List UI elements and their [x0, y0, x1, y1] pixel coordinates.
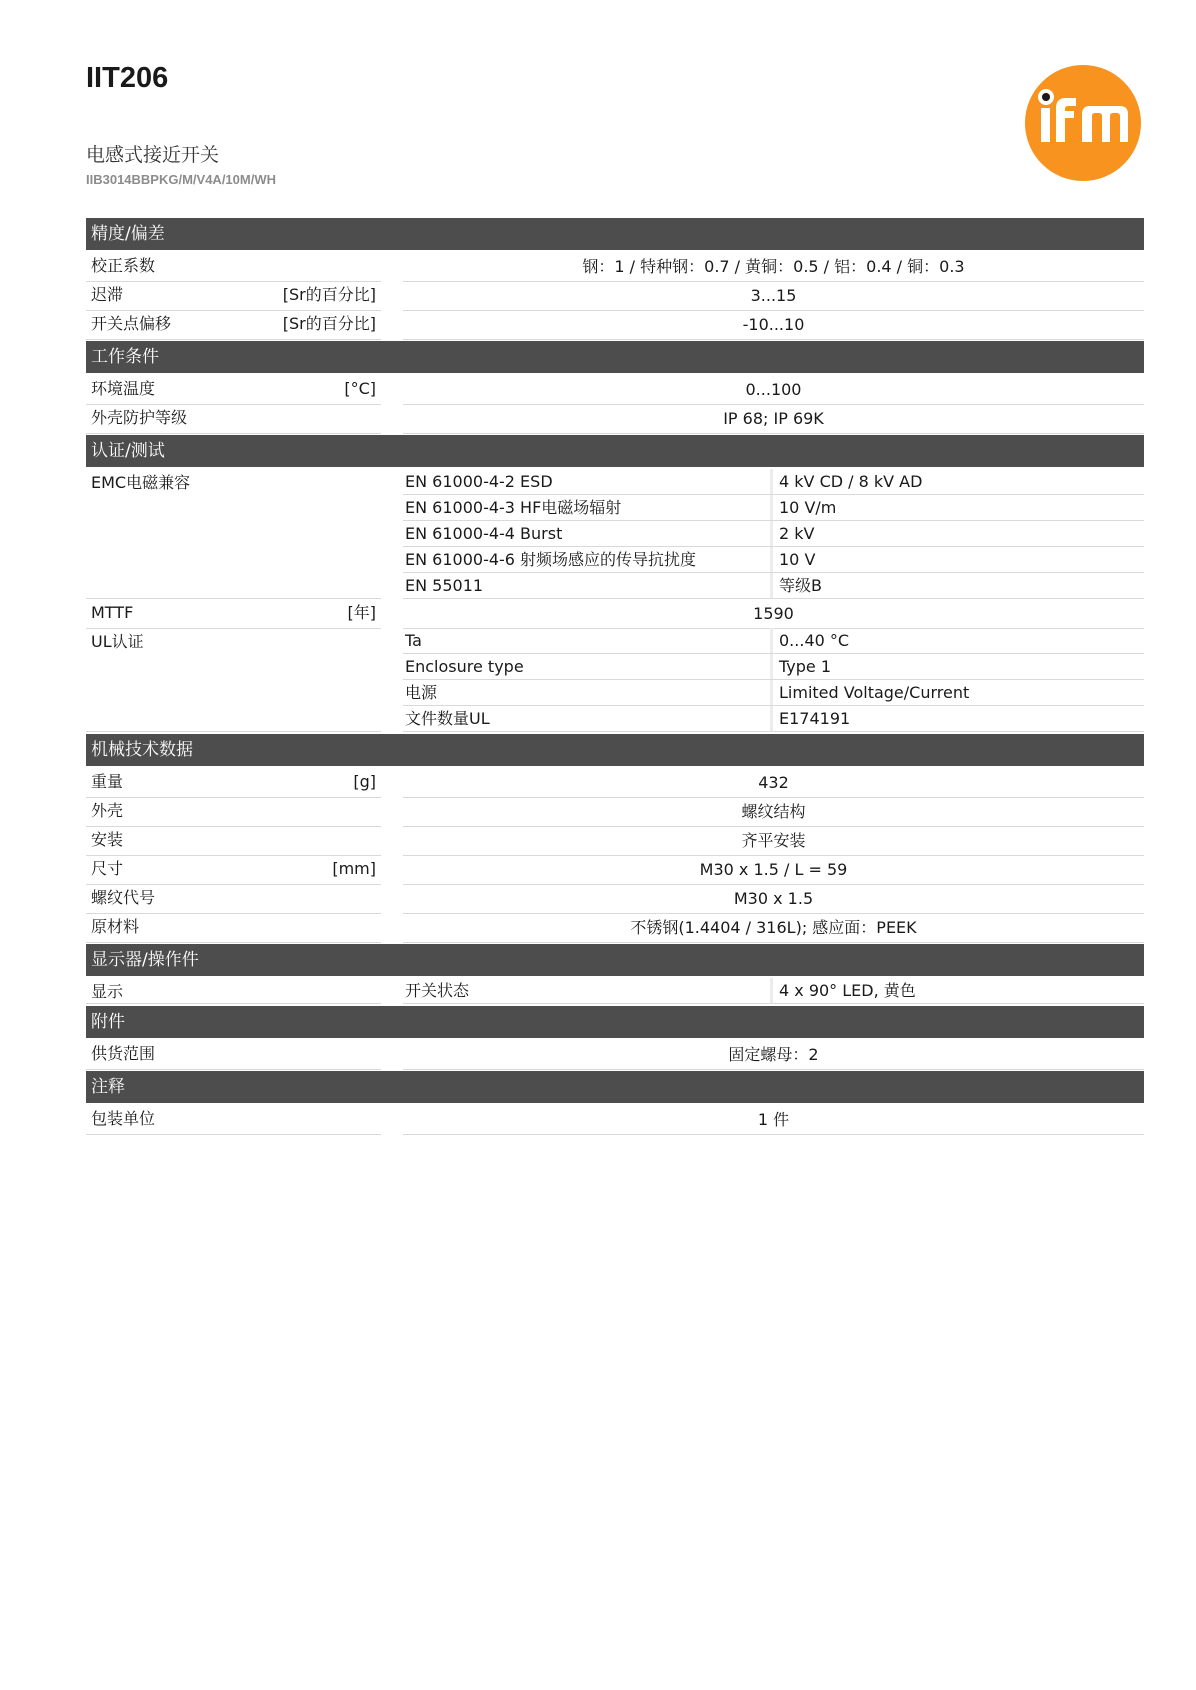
- spec-value-cell: [403, 913, 1144, 943]
- spec-unit: [Sr的百分比]: [282, 285, 376, 304]
- spec-label: 外壳防护等级: [91, 408, 188, 427]
- spec-value-cell: [403, 768, 1144, 798]
- spec-subrow: [403, 654, 1144, 680]
- spec-value: M30 x 1.5: [403, 884, 1144, 914]
- spec-label: 安装: [91, 830, 124, 849]
- section-header: 认证/测试: [86, 435, 1144, 467]
- spec-label: 螺纹代号: [91, 888, 156, 907]
- spec-value: 3...15: [403, 281, 1144, 311]
- spec-row: [86, 1105, 1144, 1135]
- spec-subrow: [403, 547, 1144, 573]
- spec-row: [86, 628, 1144, 732]
- spec-subrow: [403, 978, 1144, 1004]
- spec-row: [86, 375, 1144, 405]
- spec-value-cell: [403, 252, 1144, 282]
- spec-value: -10...10: [403, 310, 1144, 340]
- spec-label-cell: [86, 913, 381, 943]
- spec-subkey: 开关状态: [403, 978, 773, 1003]
- spec-label: 原材料: [91, 917, 140, 936]
- spec-value: 螺纹结构: [403, 797, 1144, 827]
- spec-subrow: [403, 521, 1144, 547]
- spec-section: [86, 1006, 1144, 1070]
- spec-label: 校正系数: [91, 256, 156, 275]
- spec-label: 尺寸: [91, 859, 124, 878]
- spec-unit: [°C]: [344, 379, 376, 398]
- spec-subvalue: 4 kV CD / 8 kV AD: [779, 472, 923, 491]
- spec-subvalue: 10 V: [779, 550, 816, 569]
- spec-subvalue: Type 1: [779, 657, 832, 676]
- product-subtitle: 电感式接近开关: [86, 144, 220, 166]
- spec-label: 供货范围: [91, 1044, 156, 1063]
- spec-value-cell: [403, 884, 1144, 914]
- spec-value: IP 68; IP 69K: [403, 404, 1144, 434]
- ifm-logo: [1024, 64, 1142, 182]
- spec-label: 环境温度: [91, 379, 156, 398]
- spec-label: 包装单位: [91, 1109, 156, 1128]
- spec-subvalue: 等级B: [779, 576, 822, 595]
- spec-label-cell: [86, 797, 381, 827]
- spec-value: 0...100: [403, 375, 1144, 405]
- spec-subrow: [403, 680, 1144, 706]
- spec-label-cell: [86, 768, 381, 798]
- spec-subkey: EN 61000-4-4 Burst: [403, 521, 773, 546]
- spec-subrow: [403, 706, 1144, 732]
- spec-label-cell: [86, 310, 381, 340]
- spec-label: 显示: [91, 982, 124, 1001]
- spec-value-cell: [403, 599, 1144, 629]
- spec-subkey: 文件数量UL: [403, 706, 773, 731]
- spec-unit: [mm]: [332, 859, 376, 878]
- spec-subkey: EN 55011: [403, 573, 773, 598]
- spec-label-cell: [86, 826, 381, 856]
- spec-label: MTTF: [91, 603, 134, 622]
- spec-unit: [g]: [353, 772, 376, 791]
- spec-subvalue: Limited Voltage/Current: [779, 683, 970, 702]
- section-header: 机械技术数据: [86, 734, 1144, 766]
- spec-value-cell: [403, 281, 1144, 311]
- article-number: IIB3014BBPKG/M/V4A/10M/WH: [86, 172, 276, 187]
- spec-subvalue: 4 x 90° LED, 黄色: [779, 981, 916, 1000]
- spec-row: [86, 978, 1144, 1004]
- spec-value-cell: [403, 375, 1144, 405]
- spec-row: [86, 599, 1144, 629]
- spec-value-cell: [403, 797, 1144, 827]
- spec-section: [86, 734, 1144, 943]
- spec-row: [86, 913, 1144, 943]
- spec-label: UL认证: [91, 632, 144, 651]
- spec-subrow: [403, 469, 1144, 495]
- spec-row: [86, 1040, 1144, 1070]
- spec-label: 外壳: [91, 801, 124, 820]
- spec-section: [86, 435, 1144, 732]
- spec-row: [86, 768, 1144, 798]
- spec-row: [86, 855, 1144, 885]
- spec-label-cell: [86, 599, 381, 629]
- spec-section: [86, 1071, 1144, 1135]
- document-header: [86, 64, 1144, 194]
- spec-label-cell: [86, 884, 381, 914]
- spec-subkey: Ta: [403, 628, 773, 653]
- spec-subkey: 电源: [403, 680, 773, 705]
- section-header: 附件: [86, 1006, 1144, 1038]
- spec-row: [86, 469, 1144, 599]
- spec-value: 齐平安装: [403, 826, 1144, 856]
- spec-subvalue: 10 V/m: [779, 498, 837, 517]
- spec-section: [86, 218, 1144, 340]
- spec-subvalue: 0...40 °C: [779, 631, 850, 650]
- spec-row: [86, 310, 1144, 340]
- spec-value-cell: [403, 855, 1144, 885]
- spec-label-cell: [86, 855, 381, 885]
- spec-value-cell: [403, 1105, 1144, 1135]
- spec-row: [86, 404, 1144, 434]
- section-header: 注释: [86, 1071, 1144, 1103]
- spec-value-cell: [403, 978, 1144, 1004]
- spec-label-cell: [86, 281, 381, 311]
- section-header: 精度/偏差: [86, 218, 1144, 250]
- spec-section: [86, 341, 1144, 434]
- spec-subvalue: E174191: [779, 709, 851, 728]
- spec-value-cell: [403, 469, 1144, 599]
- spec-unit: [Sr的百分比]: [282, 314, 376, 333]
- spec-value: M30 x 1.5 / L = 59: [403, 855, 1144, 885]
- spec-value-cell: [403, 1040, 1144, 1070]
- section-header: 显示器/操作件: [86, 944, 1144, 976]
- spec-label-cell: [86, 375, 381, 405]
- spec-value: 钢：1 / 特种钢：0.7 / 黄铜：0.5 / 铝：0.4 / 铜：0.3: [403, 252, 1144, 282]
- spec-label-cell: [86, 252, 381, 282]
- spec-value: 固定螺母：2: [403, 1040, 1144, 1070]
- spec-label: 重量: [91, 772, 124, 791]
- spec-subvalue: 2 kV: [779, 524, 815, 543]
- spec-value-cell: [403, 826, 1144, 856]
- spec-row: [86, 884, 1144, 914]
- spec-value: 不锈钢(1.4404 / 316L); 感应面：PEEK: [403, 913, 1144, 943]
- spec-row: [86, 281, 1144, 311]
- datasheet-table: [86, 218, 1144, 1136]
- spec-value: 1 件: [403, 1105, 1144, 1135]
- spec-label-cell: [86, 404, 381, 434]
- spec-label-cell: [86, 469, 381, 599]
- spec-label: EMC电磁兼容: [91, 473, 191, 492]
- spec-value-cell: [403, 628, 1144, 732]
- spec-value-cell: [403, 404, 1144, 434]
- spec-row: [86, 252, 1144, 282]
- spec-value: 1590: [403, 599, 1144, 629]
- spec-subrow: [403, 573, 1144, 599]
- spec-label: 开关点偏移: [91, 314, 172, 333]
- spec-row: [86, 826, 1144, 856]
- spec-value-cell: [403, 310, 1144, 340]
- spec-label: 迟滞: [91, 285, 124, 304]
- section-header: 工作条件: [86, 341, 1144, 373]
- spec-subkey: EN 61000-4-6 射频场感应的传导抗扰度: [403, 547, 773, 572]
- product-title: IIT206: [86, 62, 169, 94]
- spec-label-cell: [86, 628, 381, 732]
- spec-label-cell: [86, 978, 381, 1004]
- spec-value: 432: [403, 768, 1144, 798]
- spec-label-cell: [86, 1105, 381, 1135]
- spec-row: [86, 797, 1144, 827]
- spec-subkey: EN 61000-4-3 HF电磁场辐射: [403, 495, 773, 520]
- spec-subkey: Enclosure type: [403, 654, 773, 679]
- spec-label-cell: [86, 1040, 381, 1070]
- spec-subrow: [403, 495, 1144, 521]
- spec-subkey: EN 61000-4-2 ESD: [403, 469, 773, 494]
- spec-section: [86, 944, 1144, 1004]
- spec-subrow: [403, 628, 1144, 654]
- spec-unit: [年]: [347, 603, 376, 622]
